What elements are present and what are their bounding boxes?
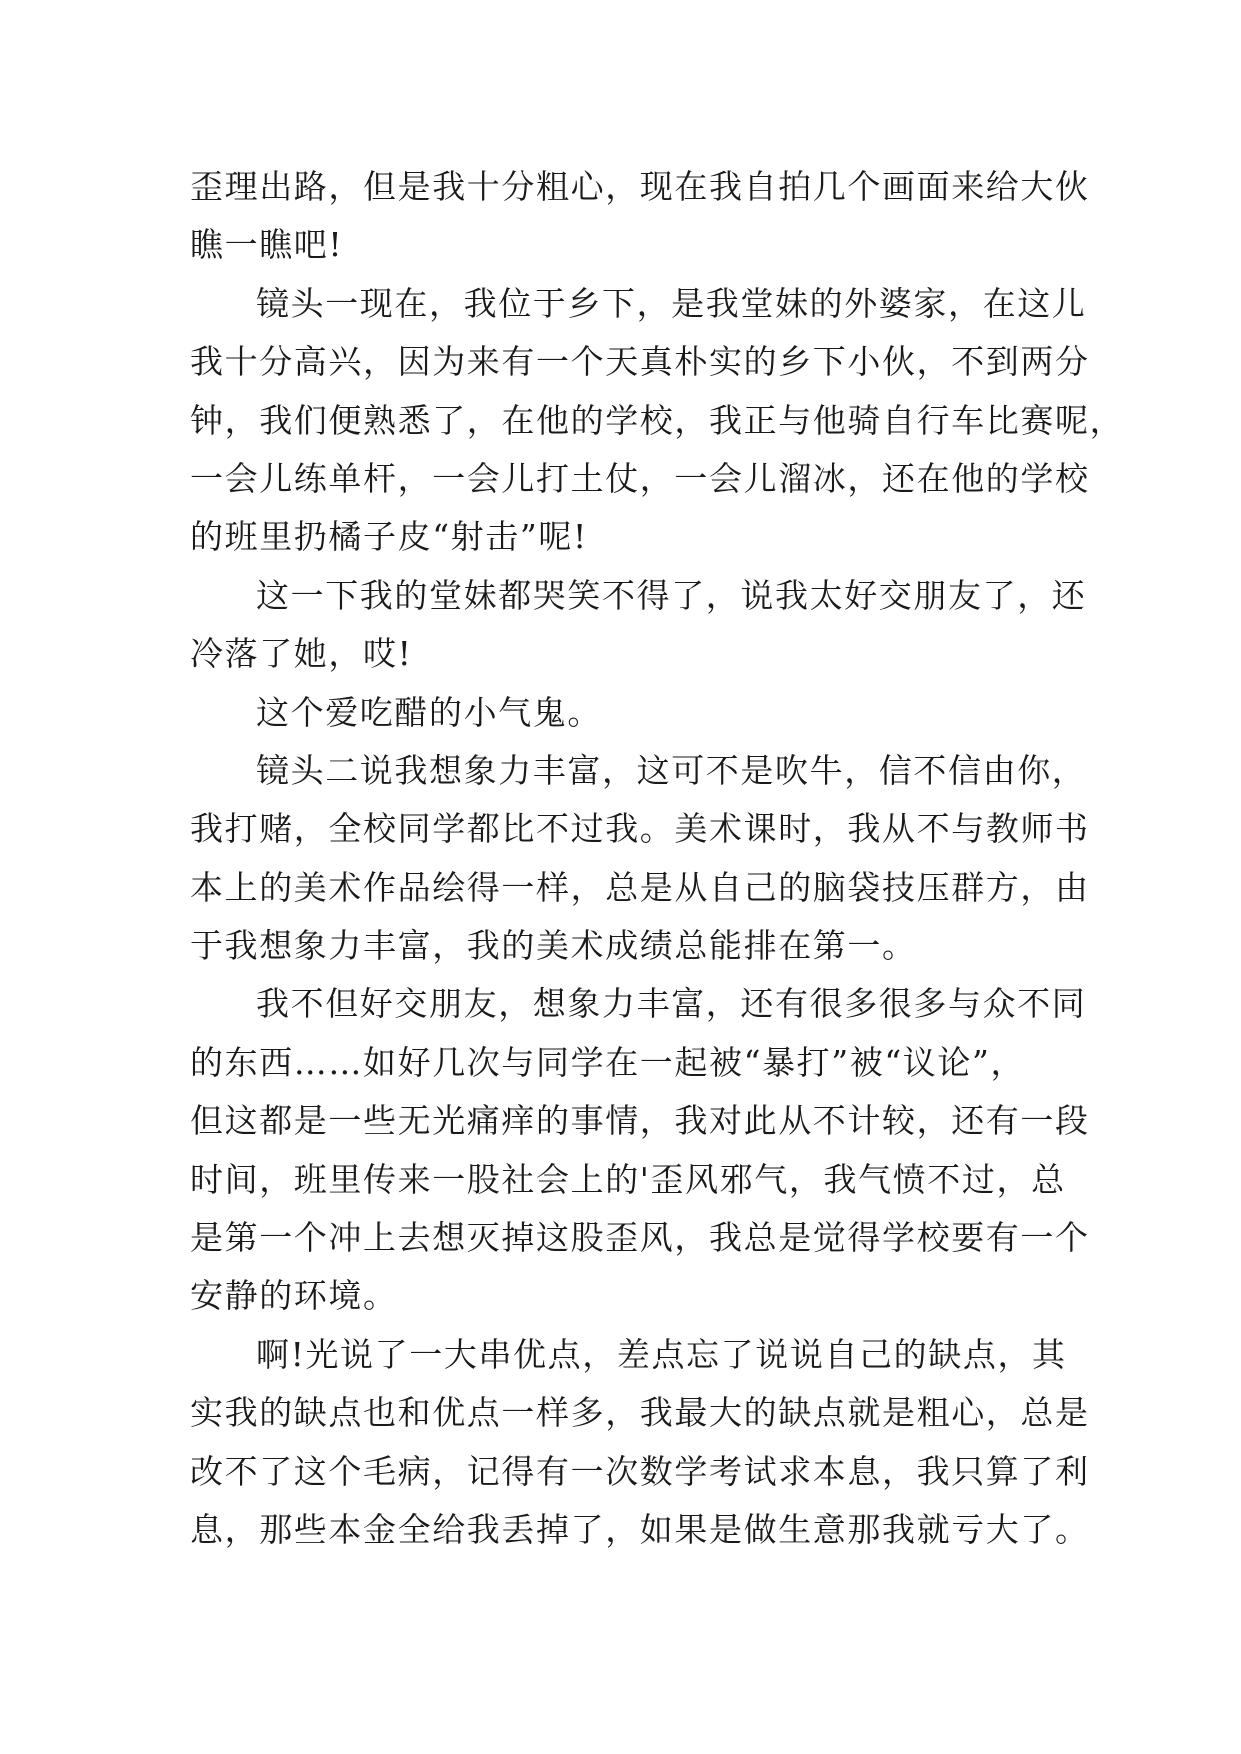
text-line: 的东西……如好几次与同学在一起被“暴打”被“议论”，: [190, 1042, 1026, 1082]
text-line: 安静的环境。: [190, 1276, 398, 1316]
text-line: 这个爱吃醋的小气鬼。: [256, 692, 602, 732]
text-line: 我不但好交朋友，想象力丰富，还有很多很多与众不同: [256, 984, 1087, 1024]
text-line: 我十分高兴，因为来有一个天真朴实的乡下小伙，不到两分: [190, 342, 1090, 382]
text-line: 歪理出路，但是我十分粗心，现在我自拍几个画面来给大伙: [190, 167, 1090, 206]
text-line: 时间，班里传来一股社会上的'歪风邪气，我气愤不过，总: [190, 1159, 1066, 1199]
text-line: 我打赌，全校同学都比不过我。美术课时，我从不与教师书: [190, 809, 1090, 849]
text-line: 瞧一瞧吧!: [190, 225, 344, 265]
text-line: 这一下我的堂妹都哭笑不得了，说我太好交朋友了，还: [256, 575, 1087, 615]
text-line: 钟，我们便熟悉了，在他的学校，我正与他骑自行车比赛呢，: [190, 400, 1125, 440]
text-line: 一会儿练单杆，一会儿打土仗，一会儿溜冰，还在他的学校: [190, 458, 1090, 498]
text-line: 于我想象力丰富，我的美术成绩总能排在第一。: [190, 926, 917, 966]
body-text: [190, 158, 1125, 1559]
text-line: 镜头二说我想象力丰富，这可不是吹牛，信不信由你，: [256, 750, 1087, 790]
text-line: 是第一个冲上去想灭掉这股歪风，我总是觉得学校要有一个: [190, 1218, 1090, 1258]
text-line: 镜头一现在，我位于乡下，是我堂妹的外婆家，在这儿: [256, 283, 1087, 323]
text-line: 息，那些本金全给我丢掉了，如果是做生意那我就亏大了。: [190, 1509, 1090, 1549]
text-line: 本上的美术作品绘得一样，总是从自己的脑袋技压群方，由: [190, 867, 1090, 907]
text-line: 啊!光说了一大串优点，差点忘了说说自己的缺点，其: [256, 1334, 1067, 1374]
text-line: 但这都是一些无光痛痒的事情，我对此从不计较，还有一段: [190, 1101, 1090, 1141]
text-line: 的班里扔橘子皮“射击”呢!: [190, 517, 588, 557]
text-line: 冷落了她，哎!: [190, 634, 413, 674]
text-line: 改不了这个毛病，记得有一次数学考试求本息，我只算了利: [190, 1451, 1090, 1491]
text-line: 实我的缺点也和优点一样多，我最大的缺点就是粗心，总是: [190, 1393, 1090, 1433]
